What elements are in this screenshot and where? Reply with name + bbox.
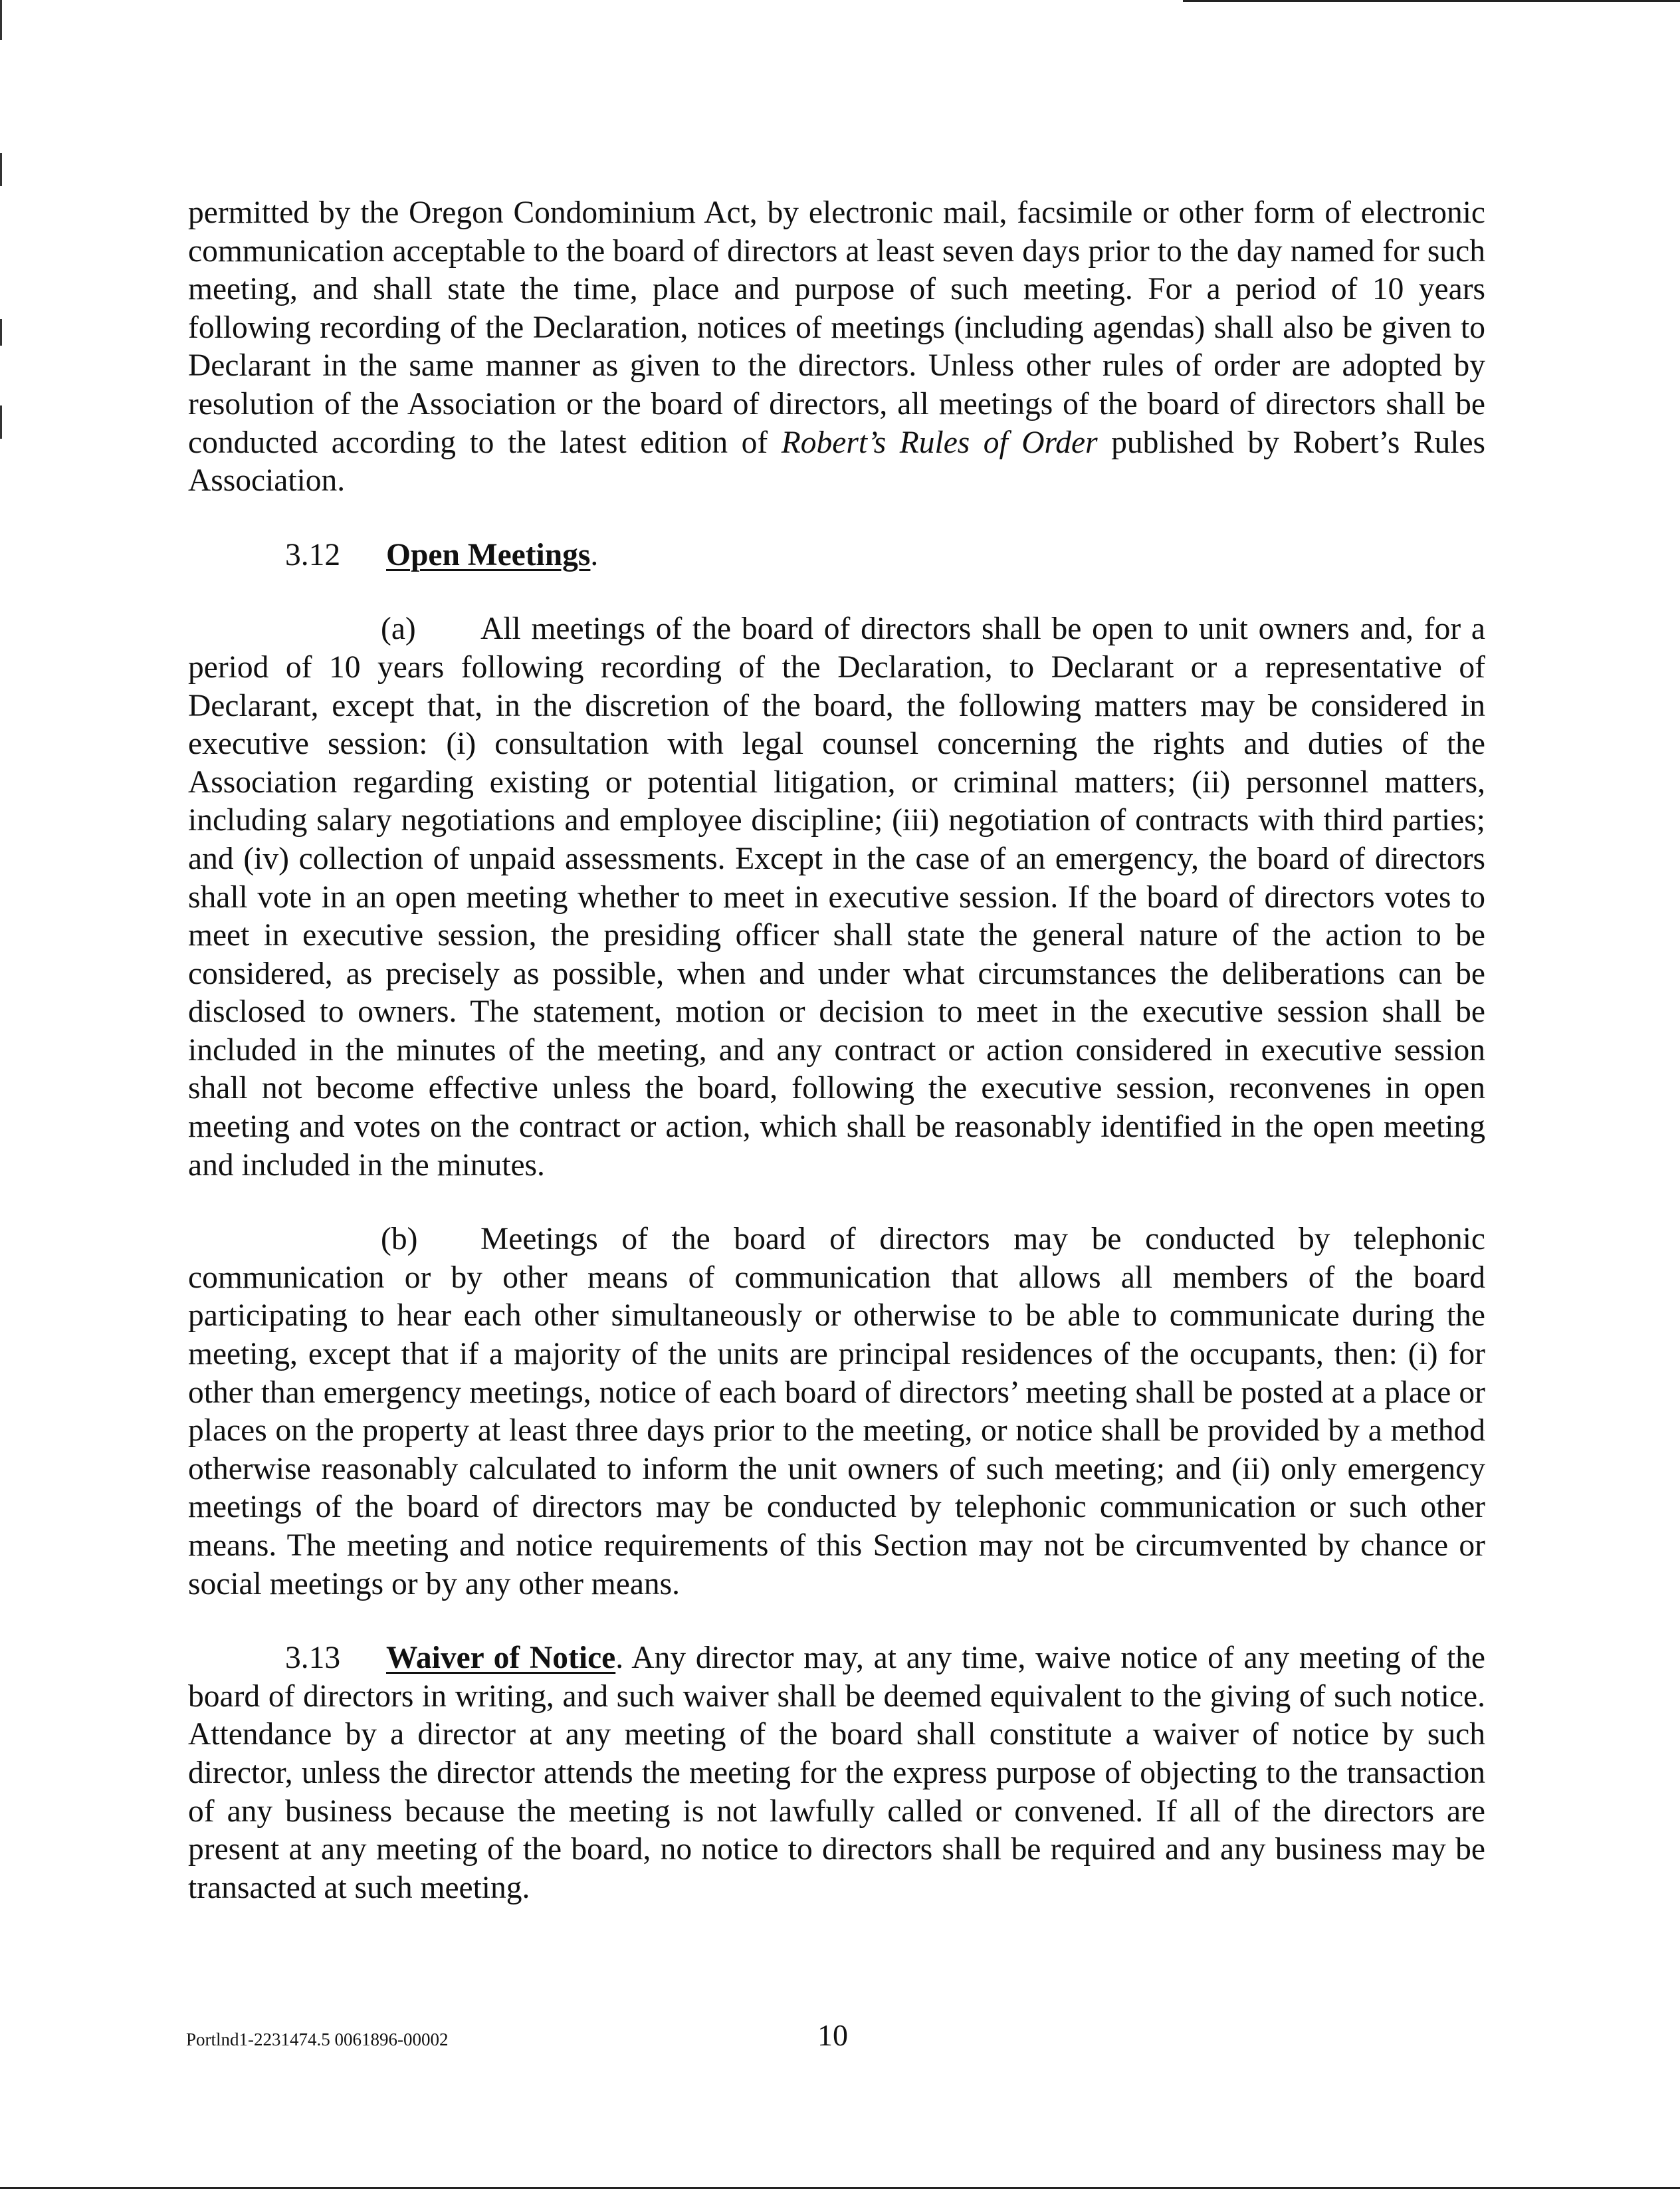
page-number: 10 bbox=[817, 2018, 848, 2052]
scan-left-edge-mark bbox=[0, 153, 2, 186]
scan-bottom-edge-line bbox=[0, 2187, 1680, 2189]
scan-left-edge-mark bbox=[0, 0, 2, 40]
scan-top-edge-line bbox=[1183, 0, 1680, 2]
section-heading-waiver-of-notice: Waiver of Notice bbox=[386, 1641, 616, 1676]
continuation-paragraph bbox=[188, 194, 1485, 501]
heading-period: . bbox=[590, 537, 599, 572]
continuation-tail: published by Robert’s Rules Association. bbox=[188, 425, 1486, 499]
continuation-text: permitted by the Oregon Condominium Act, by electronic mail, facsimile or other form of electronic communication acceptable to the board of directors at least seven days prior to the day named for such meeting, and shall state the time, place and purpose of such meeting. For a period of 10 years following recording of the Declaration, notices of meetings (including agendas) shall also be given to Declarant in the same manner as given to the directors. Unless other rules of order are adopted by resolution of the Association or the board of directors, all meetings of the board of directors shall be conducted according to the latest edition of bbox=[188, 195, 1485, 460]
section-3-12-a bbox=[188, 610, 1485, 1185]
section-heading-open-meetings: Open Meetings bbox=[386, 537, 591, 572]
subsection-b-text: Meetings of the board of directors may be conducted by telephonic communication or by other means of communication that allows all members of the board participating to hear each other simultaneously or otherwise to be able to communicate during the meeting, except that if a majority of the units are principal residences of the occupants, then: (i) for other than emergency meetings, notice of each board of directors’ meeting shall be posted at a place or places on the property at least three days prior to the meeting, or notice shall be provided by a method otherwise reasonably calculated to inform the unit owners of such meeting; and (ii) only emergency meetings of the board of directors may be conducted by telephonic communication or such other means. The meeting and notice requirements of this Section may not be circumvented by chance or social meetings or by any other means. bbox=[188, 1222, 1485, 1601]
scan-left-edge-mark bbox=[0, 405, 2, 439]
document-body bbox=[188, 194, 1485, 1907]
roberts-rules-title: Robert’s Rules of Order bbox=[781, 425, 1098, 460]
scan-left-edge-mark bbox=[0, 319, 2, 346]
subsection-a-text: All meetings of the board of directors shall be open to unit owners and, for a period of 10 years following recording of the Declaration, to Declarant or a representative of Declarant, except that, in the discretion of the board, the following matters may be considered in executive session: (i) consultation with legal counsel concerning the rights and duties of the Association regarding existing or potential litigation, or criminal matters; (ii) personnel matters, including salary negotiations and employee discipline; (iii) negotiation of contracts with third parties; and (iv) collection of unpaid assessments. Except in the case of an emergency, the board of directors shall vote in an open meeting whether to meet in executive session. If the board of directors votes to meet in executive session, the presiding officer shall state the general nature of the action to be considered, as precisely as possible, when and under what circumstances the deliberations can be disclosed to owners. The statement, motion or decision to meet in the executive session shall be included in the minutes of the meeting, and any contract or action considered in executive session shall not become effective unless the board, following the executive session, reconvenes in open meeting and votes on the contract or action, which shall be reasonably identified in the open meeting and included in the minutes. bbox=[188, 612, 1485, 1183]
section-number: 3.12 bbox=[285, 537, 341, 572]
section-3-13-text: . Any director may, at any time, waive notice of any meeting of the board of directors in writing, and such waiver shall be deemed equivalent to the giving of such notice. Attendance by a director at any meeting of the board shall constitute a waiver of notice by such director, unless the director attends the meeting for the express purpose of objecting to the transaction of any business because the meeting is not lawfully called or convened. If all of the directors are present at any meeting of the board, no notice to directors shall be required and any business may be transacted at such meeting. bbox=[188, 1641, 1485, 1905]
subsection-label-b: (b) bbox=[381, 1222, 418, 1257]
section-3-13 bbox=[188, 1639, 1485, 1907]
section-3-12-heading bbox=[188, 536, 1485, 575]
footer-document-id: Portlnd1-2231474.5 0061896-00002 bbox=[186, 2029, 449, 2049]
subsection-label-a: (a) bbox=[381, 612, 416, 647]
section-number: 3.13 bbox=[285, 1641, 341, 1676]
section-3-12-b bbox=[188, 1220, 1485, 1603]
